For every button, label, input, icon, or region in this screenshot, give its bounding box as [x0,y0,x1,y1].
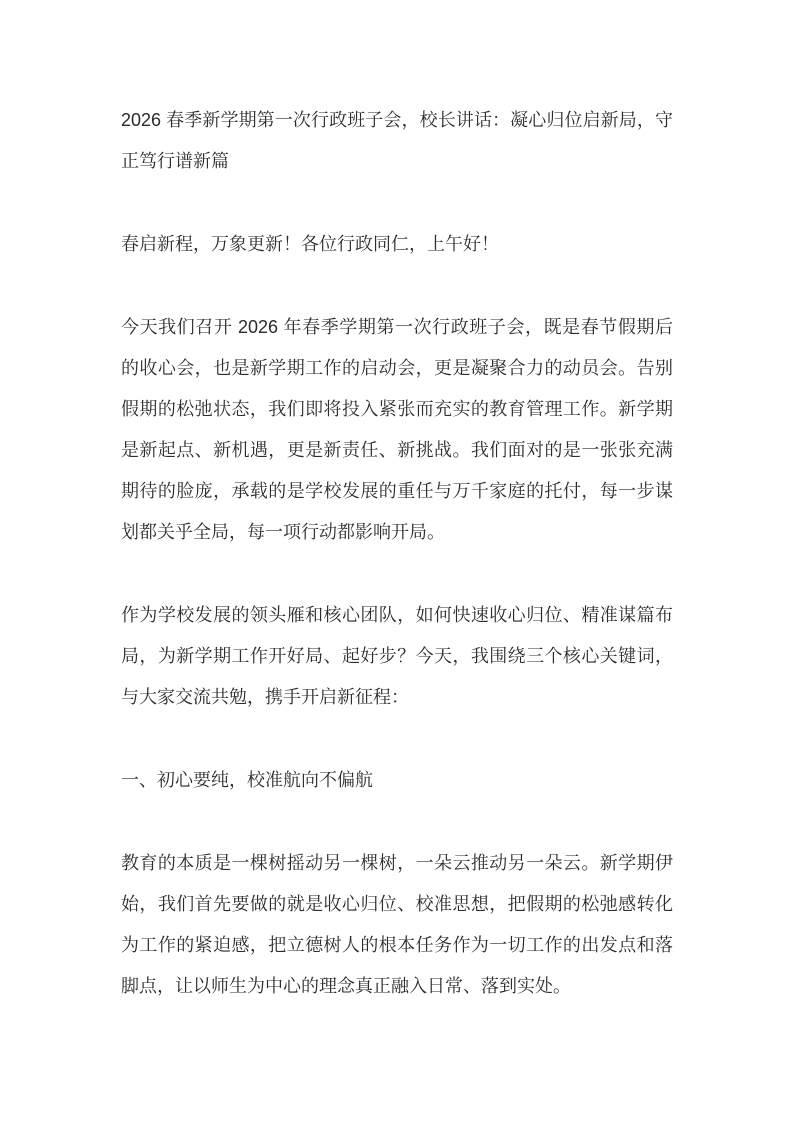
section-heading-1: 一、初心要纯，校准航向不偏航 [121,770,373,790]
body-paragraph-opening: 今天我们召开 2026 年春季学期第一次行政班子会，既是春节假期后的收心会，也是新学期工作的启动会，更是凝聚合力的动员会。告别假期的松弛状态，我们即将投入紧张而充实的教育管理工作。新学期是新起点、新机遇，更是新责任、新挑战。我们面对的是一张张充满期待的脸庞，承载的是学校发展的重任与万千家庭的托付，每一步谋划都关乎全局，每一项行动都影响开局。 [121,317,673,542]
body-paragraph-section-1: 教育的本质是一棵树摇动另一棵树，一朵云推动另一朵云。新学期伊始，我们首先要做的就是收心归位、校准思想，把假期的松弛感转化为工作的紧迫感，把立德树人的根本任务作为一切工作的出发点和落脚点，让以师生为中心的理念真正融入日常、落到实处。 [121,853,673,996]
document-title: 2026 春季新学期第一次行政班子会，校长讲话：凝心归位启新局，守正笃行谱新篇 [121,110,673,171]
greeting-paragraph: 春启新程，万象更新！各位行政同仁，上午好！ [121,234,499,254]
body-paragraph-transition: 作为学校发展的领头雁和核心团队，如何快速收心归位、精准谋篇布局，为新学期工作开好局、起好步？今天，我围绕三个核心关键词，与大家交流共勉，携手开启新征程： [121,605,673,707]
